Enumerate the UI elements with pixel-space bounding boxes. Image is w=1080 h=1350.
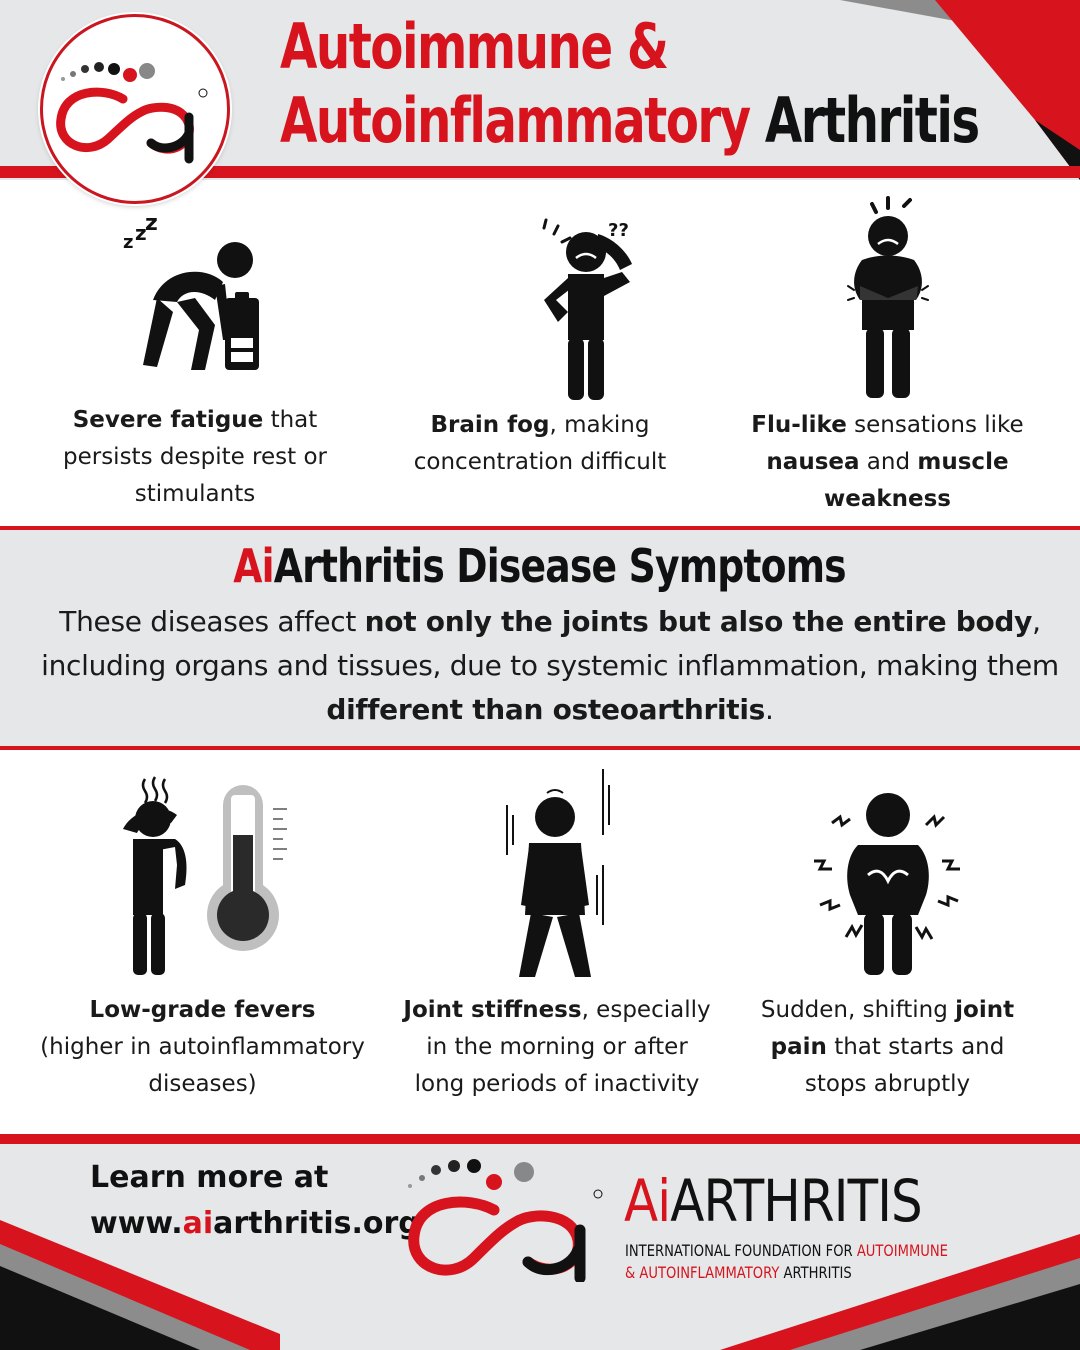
brain-fog-person-icon [440, 190, 640, 405]
symptom-fatigue [40, 190, 350, 513]
symptom-bold: Joint stiffness [403, 997, 582, 1023]
title-black-word: Arthritis [749, 84, 979, 157]
band-text-part: These diseases affect [59, 605, 365, 638]
title-line-2 [280, 84, 979, 158]
brand-name [624, 1168, 922, 1234]
flu-person-icon [788, 190, 988, 405]
band-text-line: including organs and tissues, due to systemic inflammation, making them [41, 649, 1059, 682]
brand-subtitle [625, 1240, 948, 1284]
symptoms-row-bottom [0, 755, 1080, 1125]
stiff-person-icon [457, 765, 657, 980]
symptom-joint-stiffness [402, 765, 712, 1103]
website-link[interactable] [90, 1201, 420, 1247]
title-line-1: Autoimmune & [280, 10, 668, 83]
symptom-fever [30, 765, 375, 1103]
symptom-bold: joint [955, 997, 1015, 1023]
brand-sub-part: INTERNATIONAL FOUNDATION FOR [625, 1241, 857, 1260]
symptom-text-line: in the morning or after [426, 1034, 688, 1060]
url-part: www. [90, 1206, 183, 1241]
symptom-flu-like [735, 190, 1040, 518]
brand-name-black: ARTHRITIS [670, 1167, 922, 1235]
symptom-bold: Flu-like [751, 412, 847, 438]
symptom-text-part: , especially [581, 997, 711, 1023]
svg-text:z: z [145, 211, 158, 236]
symptom-joint-stiffness-text [402, 992, 712, 1103]
symptom-joint-pain-text [740, 992, 1035, 1103]
fatigue-person-icon [95, 190, 295, 390]
symptoms-row-top [0, 190, 1080, 520]
title-red-word: Autoinflammatory [280, 84, 750, 157]
svg-text:z: z [135, 221, 147, 245]
symptom-text-line: concentration difficult [413, 449, 667, 475]
band-description [30, 600, 1070, 732]
brand-sub-part: ARTHRITIS [779, 1263, 852, 1282]
symptom-text-line: long periods of inactivity [414, 1071, 700, 1097]
fever-person-icon [93, 765, 313, 980]
aa-footer-logo-icon [402, 1152, 612, 1282]
band-title-black: Arthritis Disease Symptoms [274, 539, 847, 593]
svg-text:??: ?? [608, 220, 629, 241]
footer-divider [0, 1134, 1080, 1144]
symptom-text-part: and [859, 449, 918, 475]
aa-logo-icon [43, 17, 227, 201]
symptom-brain-fog-text [395, 407, 685, 481]
symptom-fatigue-text [40, 402, 350, 513]
symptom-bold: Severe fatigue [72, 407, 264, 433]
brand-sub-red: AUTOIMMUNE [856, 1241, 948, 1260]
symptom-text-line: stimulants [134, 481, 256, 507]
band-title-red: Ai [233, 539, 275, 593]
symptom-fever-text [30, 992, 375, 1103]
learn-more-label: Learn more at [90, 1160, 329, 1195]
symptom-text-part: sensations like [846, 412, 1024, 438]
symptom-text-line: diseases) [148, 1071, 257, 1097]
symptom-bold: Brain fog [430, 412, 550, 438]
symptom-bold: weakness [823, 486, 952, 512]
symptom-text-part: , making [549, 412, 650, 438]
band-title [0, 538, 1080, 594]
band-divider-bottom [0, 746, 1080, 750]
symptom-text-part: Sudden, shifting [760, 997, 956, 1023]
logo-badge [40, 14, 230, 204]
band-text-bold: not only the joints but also the entire body [364, 605, 1033, 638]
brand-sub-red: & AUTOINFLAMMATORY [625, 1263, 780, 1282]
band-divider-top [0, 526, 1080, 530]
symptom-text-part: that [263, 407, 318, 433]
symptom-bold: nausea [766, 449, 860, 475]
symptom-text-line: persists despite rest or [62, 444, 328, 470]
band-text-bold: different than osteoarthritis [326, 693, 766, 726]
band-text-part: . [765, 693, 774, 726]
learn-more [90, 1155, 420, 1247]
symptom-bold: muscle [917, 449, 1009, 475]
url-part: arthritis.org [213, 1206, 420, 1241]
symptom-bold: Low-grade fevers [89, 997, 316, 1023]
symptom-text-part: that starts and [826, 1034, 1005, 1060]
symptom-joint-pain [740, 765, 1035, 1103]
joint-pain-person-icon [788, 765, 988, 980]
svg-text:z: z [123, 232, 134, 253]
page-title [280, 10, 979, 158]
band-text-part: , [1032, 605, 1041, 638]
symptom-text-line: stops abruptly [804, 1071, 971, 1097]
symptom-bold: pain [770, 1034, 827, 1060]
brand-name-red: Ai [624, 1167, 671, 1235]
url-part-red: ai [182, 1206, 214, 1241]
symptom-text-line: (higher in autoinflammatory [40, 1034, 365, 1060]
symptom-flu-like-text [735, 407, 1040, 518]
symptom-brain-fog [395, 190, 685, 481]
